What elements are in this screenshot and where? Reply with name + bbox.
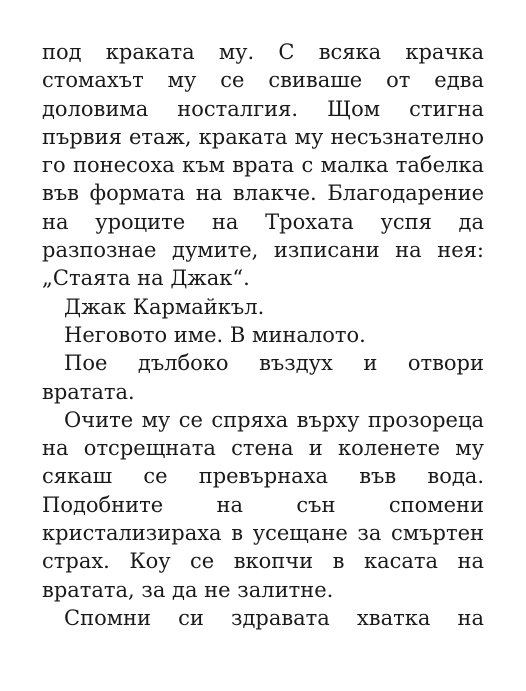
paragraph-grip: Спомни си здравата хватка на xyxy=(64,605,484,630)
paragraph-name: Джак Кармайкъл. xyxy=(64,294,265,319)
paragraph-breath: Пое дълбоко въздух и отвори вратата. xyxy=(42,351,484,404)
paragraph-continuation: под краката му. С всяка крачка стомахът му се свиваше от едва доловима носталгия. Щом стигна първия етаж, краката му несъзнателно го понесоха към врата с малка табелка във формата на влакче. Благодарение на уроците на Трохата успя да разпознае думите, изписани на нея: „Стаята на Джак“. xyxy=(42,40,484,291)
book-page xyxy=(42,38,484,632)
paragraph-window: Очите му се спряха върху прозореца на отсрещната стена и коленете му сякаш се превърнаха във вода. Подобните на сън спомени кристализираха в усещане за смъртен страх. Коу се вкопчи в касата на вратата, за да не залитне. xyxy=(42,407,484,602)
paragraph-past: Неговото име. В миналото. xyxy=(64,322,366,347)
